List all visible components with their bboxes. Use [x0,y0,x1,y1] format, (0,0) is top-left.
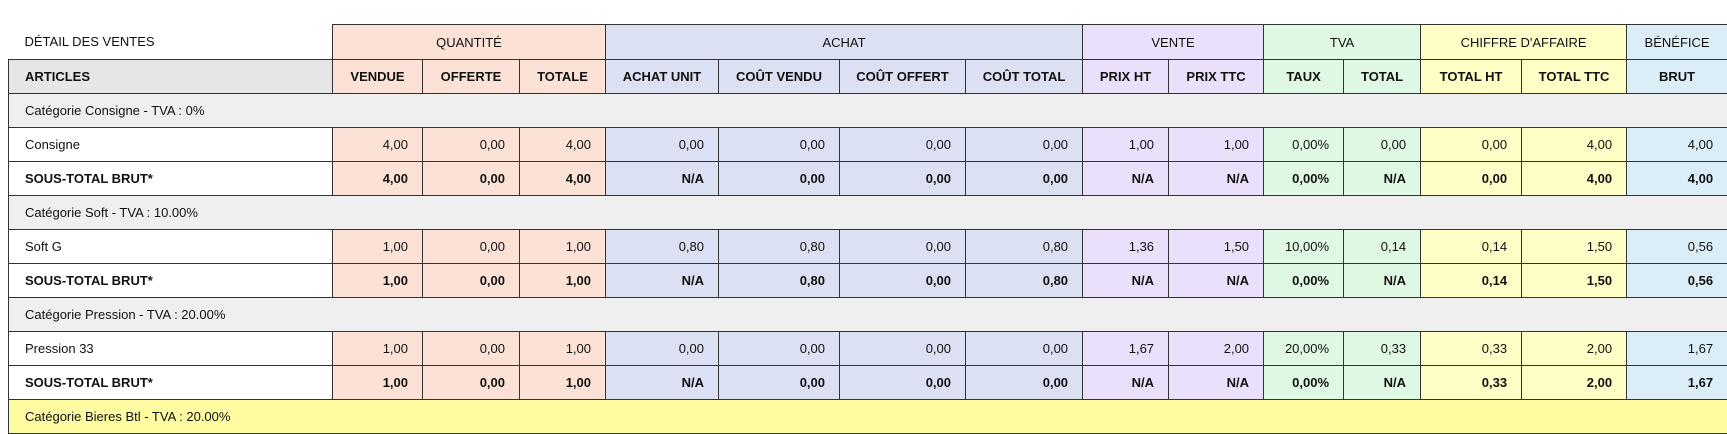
article-name: SOUS-TOTAL BRUT* [9,162,333,196]
cell-total-tva: 0,00 [1344,128,1421,162]
category-label: Catégorie Consigne - TVA : 0% [9,94,1727,128]
cell-vendue: 1,00 [333,264,423,298]
cell-cout-vendu: 0,80 [719,264,840,298]
cell-offerte: 0,00 [423,162,520,196]
cell-taux: 0,00% [1264,264,1344,298]
cell-prix-ht: 1,67 [1083,332,1169,366]
col-prix-ht: PRIX HT [1083,60,1169,94]
category-label: Catégorie Pression - TVA : 20.00% [9,298,1727,332]
cell-vendue: 1,00 [333,366,423,400]
cell-total-ttc: 1,50 [1522,264,1627,298]
column-header-row [9,60,1727,94]
cell-brut: 1,67 [1627,332,1727,366]
cell-cout-total: 0,80 [966,230,1083,264]
category-label: Catégorie Soft - TVA : 10.00% [9,196,1727,230]
cell-total-ttc: 4,00 [1522,128,1627,162]
cell-cout-total: 0,80 [966,264,1083,298]
report-title: DÉTAIL DES VENTES [9,25,333,60]
cell-prix-ht: N/A [1083,366,1169,400]
cell-total-tva: 0,33 [1344,332,1421,366]
cell-cout-offert: 0,00 [840,366,966,400]
table-row [9,332,1727,366]
table-body [9,94,1727,434]
col-cout-offert: COÛT OFFERT [840,60,966,94]
article-name: Consigne [9,128,333,162]
category-row [9,400,1727,434]
subtotal-row [9,162,1727,196]
cell-cout-vendu: 0,00 [719,332,840,366]
cell-total-tva: N/A [1344,264,1421,298]
cell-total-ht: 0,33 [1421,332,1522,366]
col-cout-total: COÛT TOTAL [966,60,1083,94]
cell-total-ttc: 2,00 [1522,332,1627,366]
cell-prix-ttc: 1,50 [1169,230,1264,264]
cell-total-ht: 0,14 [1421,264,1522,298]
cell-prix-ttc: N/A [1169,162,1264,196]
cell-total-tva: 0,14 [1344,230,1421,264]
cell-brut: 0,56 [1627,264,1727,298]
col-vendue: VENDUE [333,60,423,94]
cell-achat-unit: 0,00 [606,128,719,162]
group-vente: VENTE [1083,25,1264,60]
cell-achat-unit: 0,80 [606,230,719,264]
group-quantite: QUANTITÉ [333,25,606,60]
col-offerte: OFFERTE [423,60,520,94]
col-prix-ttc: PRIX TTC [1169,60,1264,94]
group-benefice: BÉNÉFICE [1627,25,1727,60]
col-total-ttc: TOTAL TTC [1522,60,1627,94]
cell-total-ht: 0,00 [1421,128,1522,162]
article-name: Pression 33 [9,332,333,366]
cell-cout-offert: 0,00 [840,264,966,298]
cell-cout-total: 0,00 [966,332,1083,366]
cell-prix-ht: N/A [1083,264,1169,298]
cell-offerte: 0,00 [423,230,520,264]
col-brut: BRUT [1627,60,1727,94]
cell-taux: 0,00% [1264,366,1344,400]
cell-offerte: 0,00 [423,264,520,298]
cell-prix-ht: N/A [1083,162,1169,196]
cell-cout-vendu: 0,00 [719,128,840,162]
subtotal-row [9,264,1727,298]
article-name: SOUS-TOTAL BRUT* [9,264,333,298]
cell-cout-vendu: 0,00 [719,366,840,400]
col-achat-unit: ACHAT UNIT [606,60,719,94]
group-tva: TVA [1264,25,1421,60]
col-taux: TAUX [1264,60,1344,94]
col-cout-vendu: COÛT VENDU [719,60,840,94]
cell-cout-offert: 0,00 [840,332,966,366]
group-chiffre-affaire: CHIFFRE D'AFFAIRE [1421,25,1627,60]
cell-cout-vendu: 0,00 [719,162,840,196]
cell-brut: 4,00 [1627,162,1727,196]
category-row [9,196,1727,230]
cell-total-ht: 0,14 [1421,230,1522,264]
cell-totale: 4,00 [520,128,606,162]
cell-achat-unit: N/A [606,162,719,196]
cell-prix-ht: 1,00 [1083,128,1169,162]
cell-brut: 4,00 [1627,128,1727,162]
cell-taux: 0,00% [1264,128,1344,162]
sales-detail-report [8,24,1727,434]
cell-brut: 1,67 [1627,366,1727,400]
cell-cout-offert: 0,00 [840,162,966,196]
table-row [9,128,1727,162]
cell-total-ttc: 4,00 [1522,162,1627,196]
article-name: SOUS-TOTAL BRUT* [9,366,333,400]
category-label: Catégorie Bieres Btl - TVA : 20.00% [9,400,1727,434]
col-total-tva: TOTAL [1344,60,1421,94]
cell-vendue: 4,00 [333,128,423,162]
sales-table [8,24,1727,434]
cell-cout-total: 0,00 [966,128,1083,162]
cell-totale: 4,00 [520,162,606,196]
cell-achat-unit: N/A [606,264,719,298]
col-totale: TOTALE [520,60,606,94]
cell-cout-offert: 0,00 [840,128,966,162]
cell-cout-offert: 0,00 [840,230,966,264]
cell-offerte: 0,00 [423,128,520,162]
cell-achat-unit: 0,00 [606,332,719,366]
cell-cout-vendu: 0,80 [719,230,840,264]
cell-vendue: 1,00 [333,332,423,366]
table-row [9,230,1727,264]
cell-totale: 1,00 [520,366,606,400]
article-name: Soft G [9,230,333,264]
cell-prix-ht: 1,36 [1083,230,1169,264]
cell-prix-ttc: N/A [1169,366,1264,400]
cell-vendue: 1,00 [333,230,423,264]
cell-vendue: 4,00 [333,162,423,196]
cell-achat-unit: N/A [606,366,719,400]
cell-total-tva: N/A [1344,162,1421,196]
subtotal-row [9,366,1727,400]
cell-total-tva: N/A [1344,366,1421,400]
cell-total-ttc: 1,50 [1522,230,1627,264]
col-total-ht: TOTAL HT [1421,60,1522,94]
group-header-row [9,25,1727,60]
cell-offerte: 0,00 [423,332,520,366]
cell-taux: 0,00% [1264,162,1344,196]
cell-total-ttc: 2,00 [1522,366,1627,400]
cell-prix-ttc: 2,00 [1169,332,1264,366]
cell-prix-ttc: N/A [1169,264,1264,298]
cell-taux: 10,00% [1264,230,1344,264]
cell-total-ht: 0,33 [1421,366,1522,400]
col-articles: ARTICLES [9,60,333,94]
cell-totale: 1,00 [520,230,606,264]
cell-totale: 1,00 [520,264,606,298]
cell-prix-ttc: 1,00 [1169,128,1264,162]
cell-cout-total: 0,00 [966,366,1083,400]
cell-totale: 1,00 [520,332,606,366]
category-row [9,94,1727,128]
category-row [9,298,1727,332]
group-achat: ACHAT [606,25,1083,60]
cell-taux: 20,00% [1264,332,1344,366]
cell-total-ht: 0,00 [1421,162,1522,196]
cell-cout-total: 0,00 [966,162,1083,196]
cell-offerte: 0,00 [423,366,520,400]
cell-brut: 0,56 [1627,230,1727,264]
